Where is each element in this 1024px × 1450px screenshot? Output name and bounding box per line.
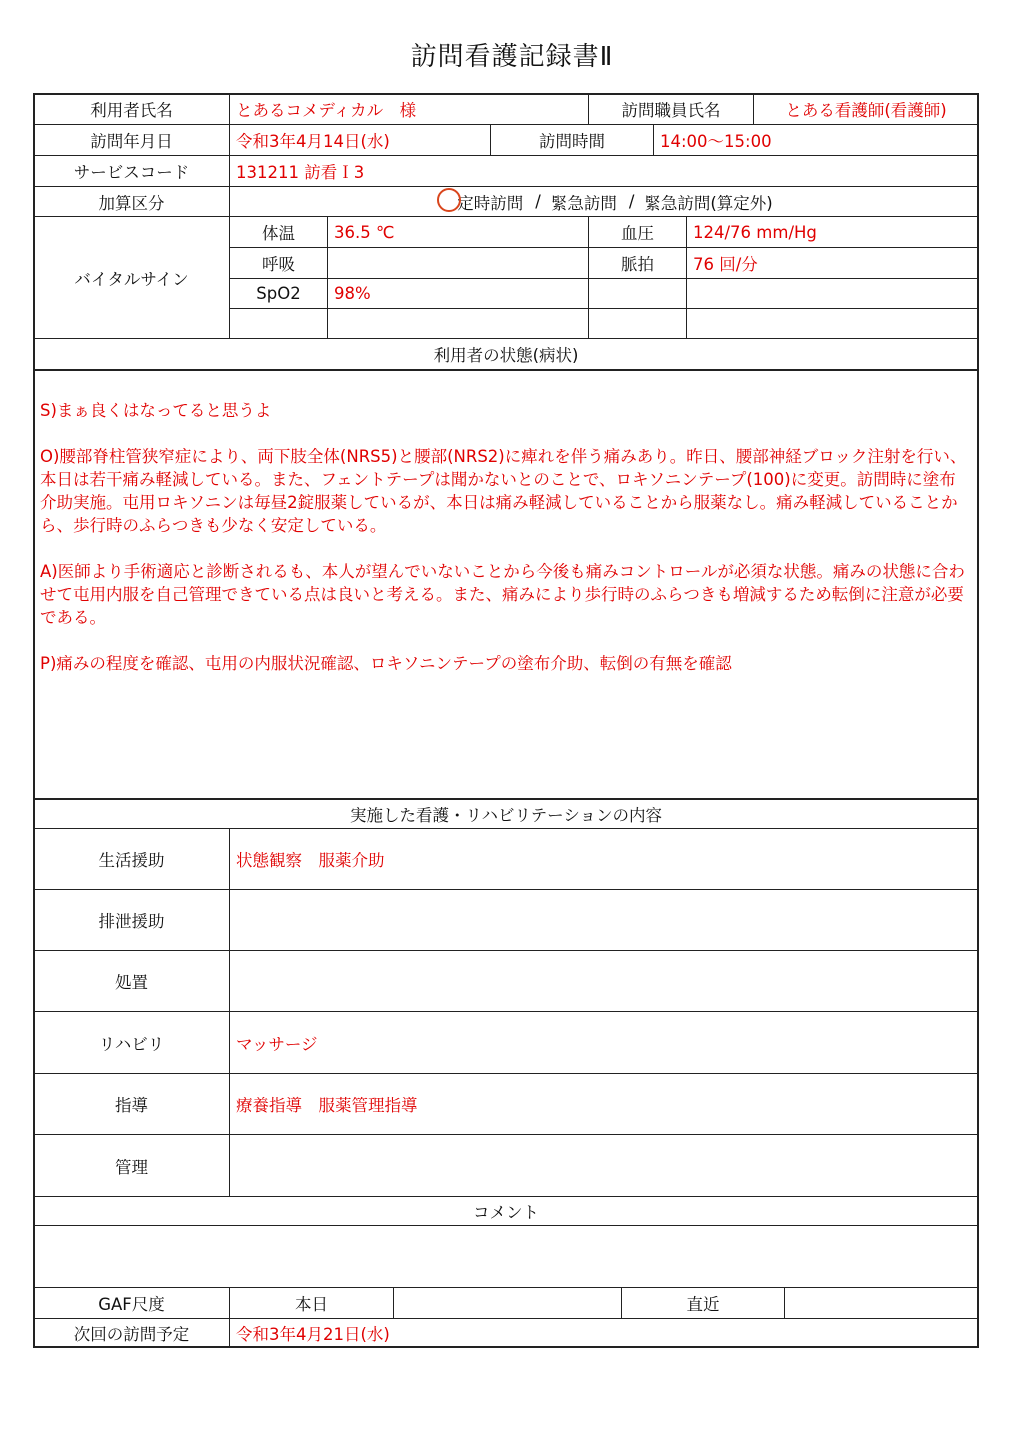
vital-value-temperature[interactable]: 36.5 ℃ bbox=[327, 216, 589, 248]
addition-separator: / bbox=[628, 192, 635, 211]
care-value-guidance[interactable]: 療養指導 服薬管理指導 bbox=[229, 1073, 979, 1135]
visit-date-label: 訪問年月日 bbox=[33, 124, 230, 156]
vital-label-spo2: SpO2 bbox=[229, 278, 328, 309]
care-label-guidance: 指導 bbox=[33, 1073, 230, 1135]
care-value-treatment[interactable] bbox=[229, 950, 979, 1012]
vital-value-pulse[interactable]: 76 回/分 bbox=[686, 247, 979, 279]
gaf-today-field[interactable] bbox=[393, 1287, 622, 1319]
care-value-rehab[interactable]: マッサージ bbox=[229, 1011, 979, 1074]
condition-notes[interactable] bbox=[33, 369, 979, 799]
care-label-treatment: 処置 bbox=[33, 950, 230, 1012]
soap-objective: O)腰部脊柱管狭窄症により、両下肢全体(NRS5)と腰部(NRS2)に痺れを伴う痛みあり。昨日、腰部神経ブロック注射を行い、本日は若干痛み軽減している。また、フェントテープは聞かないとのことで、ロキソニンテープ(100)に変更。訪問時に塗布介助実施。屯用ロキソニンは毎昼2錠服薬しているが、本日は痛み軽減していることから服薬なし。痛み軽減していることから、歩行時のふらつきも少なく安定している。 bbox=[40, 447, 967, 535]
comment-field[interactable] bbox=[33, 1225, 979, 1288]
vital-label-pulse: 脈拍 bbox=[588, 247, 687, 279]
staff-name-field[interactable]: とある看護師(看護師) bbox=[753, 93, 979, 125]
staff-name-label: 訪問職員氏名 bbox=[588, 93, 754, 125]
vital-value-empty[interactable] bbox=[686, 308, 979, 339]
vital-label-blood-pressure: 血圧 bbox=[588, 216, 687, 248]
vital-label-respiration: 呼吸 bbox=[229, 247, 328, 279]
comment-heading: コメント bbox=[33, 1196, 979, 1226]
vital-label-empty bbox=[229, 308, 328, 339]
care-value-management[interactable] bbox=[229, 1134, 979, 1197]
care-label-life-support: 生活援助 bbox=[33, 828, 230, 890]
soap-subjective: S)まぁ良くはなってると思うよ bbox=[40, 401, 272, 420]
vital-label-empty bbox=[588, 278, 687, 309]
condition-heading: 利用者の状態(病状) bbox=[33, 338, 979, 370]
care-value-excretion[interactable] bbox=[229, 889, 979, 951]
vital-value-empty[interactable] bbox=[686, 278, 979, 309]
vital-value-respiration[interactable] bbox=[327, 247, 589, 279]
next-visit-field[interactable]: 令和3年4月21日(水) bbox=[229, 1318, 979, 1348]
selection-circle-icon bbox=[437, 188, 461, 212]
gaf-label: GAF尺度 bbox=[33, 1287, 230, 1319]
addition-option-kinkyu[interactable]: 緊急訪問 bbox=[550, 193, 617, 213]
vitals-label: バイタルサイン bbox=[33, 216, 230, 339]
vital-label-empty bbox=[588, 308, 687, 339]
care-label-rehab: リハビリ bbox=[33, 1011, 230, 1074]
vital-label-temperature: 体温 bbox=[229, 216, 328, 248]
soap-assessment: A)医師より手術適応と診断されるも、本人が望んでいないことから今後も痛みコントロールが必須な状態。痛みの状態に合わせて屯用内服を自己管理できている点は良いと考える。また、痛みにより歩行時のふらつきも増減するため転倒に注意が必要である。 bbox=[40, 562, 965, 627]
vital-value-spo2[interactable]: 98% bbox=[327, 278, 589, 309]
care-value-life-support[interactable]: 状態観察 服薬介助 bbox=[229, 828, 979, 890]
addition-option-kinkyu-santeigai[interactable]: 緊急訪問(算定外) bbox=[644, 193, 773, 213]
addition-options bbox=[229, 186, 979, 217]
service-code-field[interactable]: 131211 訪看Ｉ3 bbox=[229, 155, 979, 187]
gaf-recent-field[interactable] bbox=[784, 1287, 979, 1319]
gaf-recent-label: 直近 bbox=[621, 1287, 785, 1319]
soap-plan: P)痛みの程度を確認、屯用の内服状況確認、ロキソニンテープの塗布介助、転倒の有無を確認 bbox=[40, 654, 732, 673]
service-code-label: サービスコード bbox=[33, 155, 230, 187]
next-visit-label: 次回の訪問予定 bbox=[33, 1318, 230, 1348]
visit-time-label: 訪問時間 bbox=[490, 124, 654, 156]
gaf-today-label: 本日 bbox=[229, 1287, 394, 1319]
vital-value-empty[interactable] bbox=[327, 308, 589, 339]
vital-value-blood-pressure[interactable]: 124/76 mm/Hg bbox=[686, 216, 979, 248]
care-label-management: 管理 bbox=[33, 1134, 230, 1197]
addition-label: 加算区分 bbox=[33, 186, 230, 217]
client-name-field[interactable]: とあるコメディカル 様 bbox=[229, 93, 589, 125]
document-title: 訪問看護記録書Ⅱ bbox=[410, 42, 614, 72]
care-label-excretion: 排泄援助 bbox=[33, 889, 230, 951]
care-heading: 実施した看護・リハビリテーションの内容 bbox=[33, 798, 979, 829]
visit-date-field[interactable]: 令和3年4月14日(水) bbox=[229, 124, 491, 156]
addition-separator: / bbox=[535, 192, 541, 211]
visit-time-field[interactable]: 14:00～15:00 bbox=[653, 124, 979, 156]
client-name-label: 利用者氏名 bbox=[33, 93, 230, 125]
addition-option-teiji[interactable]: 定時訪問 bbox=[457, 193, 524, 213]
